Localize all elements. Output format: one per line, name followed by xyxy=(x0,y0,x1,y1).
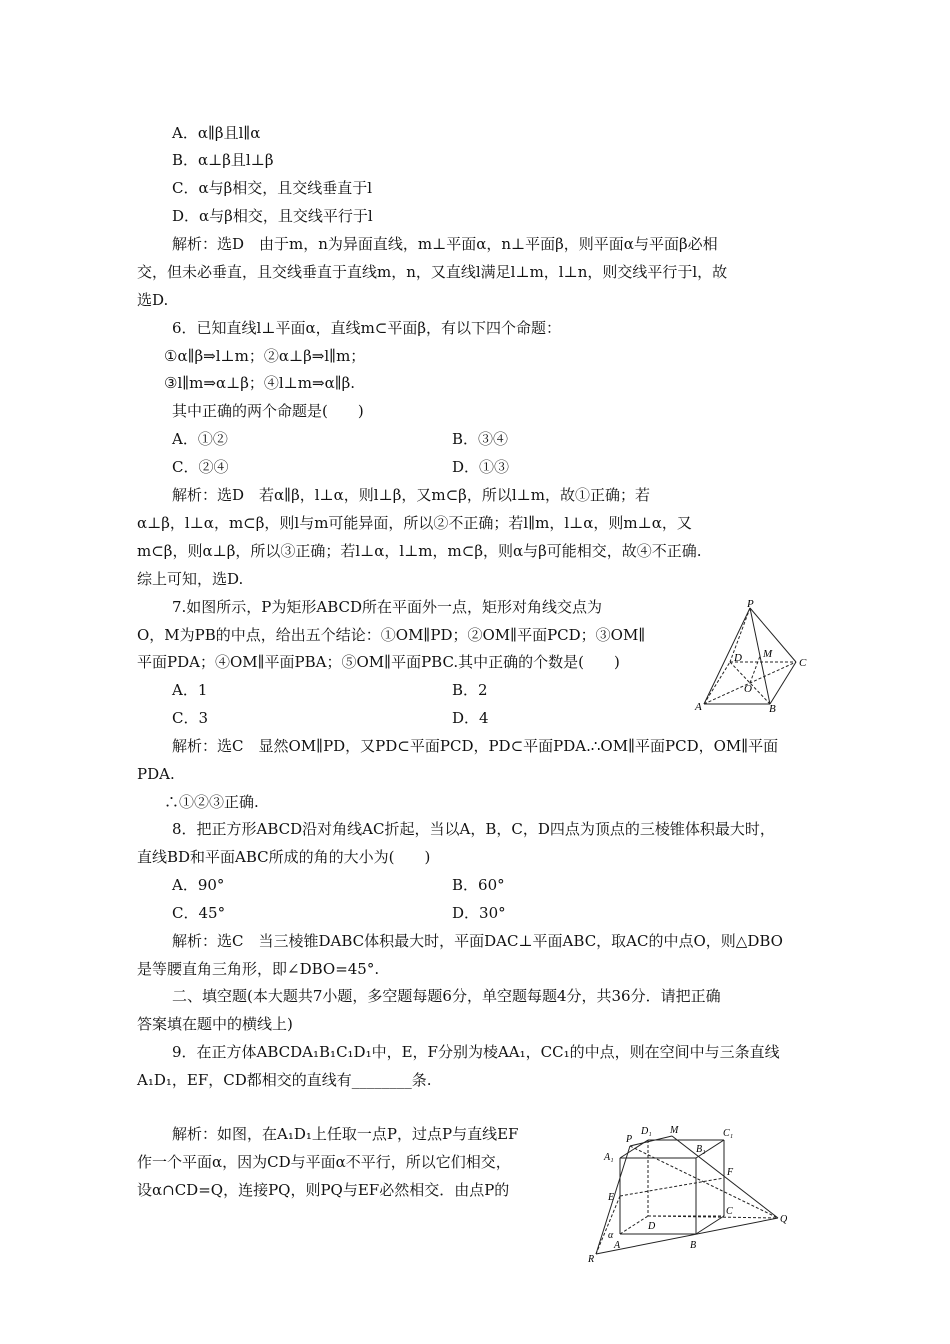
q9-solution-line: 作一个平面α，因为CD与平面α不平行，所以它们相交， xyxy=(137,1153,511,1171)
label-R: R xyxy=(588,1254,595,1265)
q9-solution-line: 解析：如图，在A₁D₁上任取一点P，过点P与直线EF xyxy=(172,1125,519,1143)
q6-option-c: C．②④ xyxy=(172,458,229,476)
q6-solution-line: m⊂β，则α⊥β，所以③正确；若l⊥α，l⊥m，m⊂β，则α与β可能相交，故④不正确. xyxy=(137,542,702,560)
q9-stem-line: A₁D₁，EF，CD都相交的直线有________条. xyxy=(137,1071,432,1089)
q8-option-d: D．30° xyxy=(452,904,506,922)
q6-option-a: A．①② xyxy=(172,430,228,448)
q9-solution-line: 设α∩CD=Q，连接PQ，则PQ与EF必然相交．由点P的 xyxy=(137,1181,510,1199)
q7-stem-line: 7.如图所示，P为矩形ABCD所在平面外一点，矩形对角线交点为 xyxy=(172,598,603,616)
q7-option-b: B．2 xyxy=(452,681,488,699)
q8-option-a: A．90° xyxy=(172,876,225,894)
q8-solution-line: 解析：选C 当三棱锥DABC体积最大时，平面DAC⊥平面ABC，取AC的中点O，则△DBO xyxy=(172,932,783,950)
q7-solution-line: PDA. xyxy=(137,765,175,783)
label-C: C xyxy=(799,657,807,669)
q5-option-c: C．α与β相交，且交线垂直于l xyxy=(172,179,373,197)
q7-option-d: D．4 xyxy=(452,709,489,727)
label-M: M xyxy=(763,648,773,660)
label-F: F xyxy=(727,1167,734,1178)
q6-solution-line: α⊥β，l⊥α，m⊂β，则l与m可能异面，所以②不正确；若l∥m，l⊥α，则m⊥α，又 xyxy=(137,514,692,532)
q7-solution-line: 解析：选C 显然OM∥PD，又PD⊂平面PCD，PD⊂平面PDA.∴OM∥平面PCD，OM∥平面 xyxy=(172,737,779,755)
label-P: P xyxy=(626,1134,633,1145)
label-C1: C₁ xyxy=(723,1128,734,1139)
q6-stem: 6．已知直线l⊥平面α，直线m⊂平面β，有以下四个命题： xyxy=(172,319,562,337)
q5-solution-line: 交，但未必垂直，且交线垂直于直线m，n，又直线l满足l⊥m，l⊥n，则交线平行于l，故 xyxy=(137,263,728,281)
label-D: D xyxy=(648,1221,656,1232)
label-B1: B₁ xyxy=(696,1144,706,1155)
label-P: P xyxy=(747,598,754,610)
q8-option-c: C．45° xyxy=(172,904,226,922)
q6-option-b: B．③④ xyxy=(452,430,509,448)
q6-propositions-3-4: ③l∥m⇒α⊥β；④l⊥m⇒α∥β. xyxy=(164,374,356,392)
q6-question: 其中正确的两个命题是( ) xyxy=(172,402,364,420)
q5-option-d: D．α与β相交，且交线平行于l xyxy=(172,207,373,225)
label-O: O xyxy=(744,683,752,695)
label-A: A xyxy=(695,701,702,713)
label-A: A xyxy=(614,1240,621,1251)
q7-pyramid-figure xyxy=(690,598,820,716)
label-B: B xyxy=(769,703,776,715)
q6-solution-line: 解析：选D 若α∥β，l⊥α，则l⊥β，又m⊂β，所以l⊥m，故①正确；若 xyxy=(172,486,650,504)
label-D1: D₁ xyxy=(641,1126,652,1137)
q7-stem-line: O，M为PB的中点，给出五个结论：①OM∥PD；②OM∥平面PCD；③OM∥ xyxy=(137,626,646,644)
q7-solution-line: ∴①②③正确. xyxy=(164,793,259,811)
label-E: E xyxy=(608,1192,615,1203)
q6-option-d: D．①③ xyxy=(452,458,510,476)
q7-stem-line: 平面PDA；④OM∥平面PBA；⑤OM∥平面PBC.其中正确的个数是( ) xyxy=(137,653,620,671)
q9-stem-line: 9．在正方体ABCDA₁B₁C₁D₁中，E，F分别为棱AA₁，CC₁的中点，则在空间中与三条直线 xyxy=(172,1043,780,1061)
q5-solution-line: 选D. xyxy=(137,291,169,309)
q6-propositions-1-2: ①α∥β⇒l⊥m；②α⊥β⇒l∥m； xyxy=(164,347,366,365)
label-C: C xyxy=(726,1206,733,1217)
q7-option-a: A．1 xyxy=(172,681,208,699)
q6-solution-line: 综上可知，选D. xyxy=(137,570,244,588)
label-B: B xyxy=(690,1240,697,1251)
q7-option-c: C．3 xyxy=(172,709,209,727)
section-heading: 答案填在题中的横线上) xyxy=(137,1015,293,1033)
label-D: D xyxy=(734,652,742,664)
q8-stem-line: 直线BD和平面ABC所成的角的大小为( ) xyxy=(137,848,431,866)
q5-option-a: A．α∥β且l∥α xyxy=(172,124,261,142)
q5-solution-line: 解析：选D 由于m，n为异面直线，m⊥平面α，n⊥平面β，则平面α与平面β必相 xyxy=(172,235,718,253)
q5-option-b: B．α⊥β且l⊥β xyxy=(172,151,274,169)
q8-stem-line: 8．把正方形ABCD沿对角线AC折起，当以A，B，C，D四点为顶点的三棱锥体积最大时， xyxy=(172,820,775,838)
section-heading: 二、填空题(本大题共7小题，多空题每题6分，单空题每题4分，共36分．请把正确 xyxy=(172,987,721,1005)
q8-solution-line: 是等腰直角三角形，即∠DBO=45°. xyxy=(137,960,380,978)
label-Q: Q xyxy=(780,1214,788,1225)
label-M: M xyxy=(670,1125,679,1136)
q8-option-b: B．60° xyxy=(452,876,505,894)
label-alpha: α xyxy=(608,1230,614,1241)
q9-cube-figure xyxy=(582,1122,792,1266)
label-A1: A₁ xyxy=(604,1152,614,1163)
